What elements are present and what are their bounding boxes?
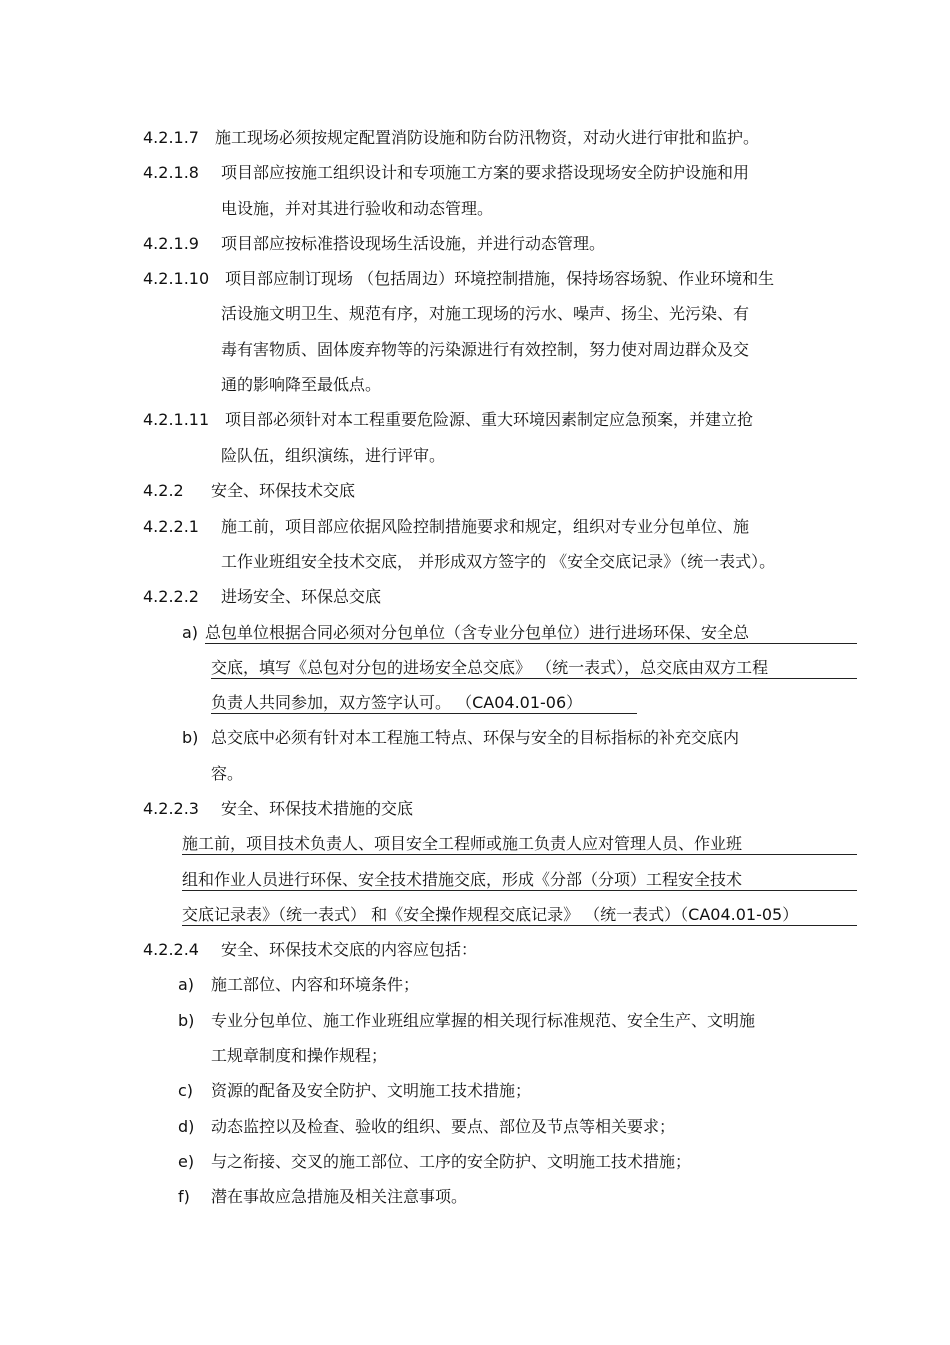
- clause-heading: 进场安全、环保总交底: [221, 587, 382, 606]
- underlined-text-line: 总包单位根据合同必须对分包单位（含专业分包单位）进行进场环保、安全总: [205, 623, 857, 644]
- clause-number: 4.2.1.9: [143, 234, 199, 253]
- clause-number: 4.2.1.8: [143, 163, 199, 182]
- list-item-text: 总交底中必须有针对本工程施工特点、环保与安全的目标指标的补充交底内: [211, 728, 740, 747]
- clause-number: 4.2.2.2: [143, 587, 199, 606]
- clause-text-line: 电设施，并对其进行验收和动态管理。: [221, 199, 494, 218]
- section-heading: 安全、环保技术交底: [211, 481, 356, 500]
- list-item-text: 专业分包单位、施工作业班组应掌握的相关现行标准规范、安全生产、文明施: [211, 1011, 756, 1030]
- list-item-text: 与之衔接、交叉的施工部位、工序的安全防护、文明施工技术措施；: [211, 1152, 692, 1171]
- underlined-text-line: 负责人共同参加，双方签字认可。 （CA04.01-06）: [211, 693, 637, 714]
- clause-text-line: 项目部应制订现场 （包括周边）环境控制措施，保持场容场貌、作业环境和生: [225, 269, 775, 288]
- list-item-text: 资源的配备及安全防护、文明施工技术措施；: [211, 1081, 532, 1100]
- list-marker: a): [178, 975, 195, 994]
- clause-text-line: 项目部必须针对本工程重要危险源、重大环境因素制定应急预案，并建立抢: [225, 410, 754, 429]
- list-marker: b): [182, 728, 199, 747]
- clause-text-line: 毒有害物质、固体废弃物等的污染源进行有效控制，努力使对周边群众及交: [221, 340, 750, 359]
- list-item-text: 潜在事故应急措施及相关注意事项。: [211, 1187, 468, 1206]
- underlined-text-line: 交底记录表》（统一表式） 和《安全操作规程交底记录》 （统一表式）（CA04.01-05）: [182, 905, 857, 926]
- list-marker: d): [178, 1117, 195, 1136]
- clause-heading: 安全、环保技术交底的内容应包括：: [221, 940, 478, 959]
- clause-text-line: 险队伍，组织演练，进行评审。: [221, 446, 446, 465]
- clause-text-line: 工作业班组安全技术交底， 并形成双方签字的 《安全交底记录》（统一表式）。: [221, 552, 776, 571]
- section-number: 4.2.2: [143, 481, 184, 500]
- clause-text-line: 施工前，项目部应依据风险控制措施要求和规定，组织对专业分包单位、施: [221, 517, 750, 536]
- clause-text-line: 项目部应按施工组织设计和专项施工方案的要求搭设现场安全防护设施和用: [221, 163, 750, 182]
- list-item-text: 容。: [211, 764, 244, 783]
- underlined-text-line: 交底，填写《总包对分包的进场安全总交底》 （统一表式），总交底由双方工程: [211, 658, 857, 679]
- clause-text-line: 项目部应按标准搭设现场生活设施，并进行动态管理。: [221, 234, 606, 253]
- clause-number: 4.2.1.10: [143, 269, 210, 288]
- clause-number: 4.2.1.11: [143, 410, 210, 429]
- list-marker: e): [178, 1152, 195, 1171]
- list-item-text: 施工部位、内容和环境条件；: [211, 975, 420, 994]
- clause-number: 4.2.1.7: [143, 128, 199, 147]
- list-marker: f): [178, 1187, 190, 1206]
- clause-heading: 安全、环保技术措施的交底: [221, 799, 414, 818]
- clause-number: 4.2.2.4: [143, 940, 199, 959]
- list-marker: c): [178, 1081, 194, 1100]
- list-item-text: 动态监控以及检查、验收的组织、要点、部位及节点等相关要求；: [211, 1117, 676, 1136]
- clause-text-line: 通的影响降至最低点。: [221, 375, 382, 394]
- clause-number: 4.2.2.3: [143, 799, 199, 818]
- clause-text-line: 活设施文明卫生、规范有序，对施工现场的污水、噪声、扬尘、光污染、有: [221, 304, 750, 323]
- underlined-text-line: 施工前，项目技术负责人、项目安全工程师或施工负责人应对管理人员、作业班: [182, 834, 857, 855]
- underlined-text-line: 组和作业人员进行环保、安全技术措施交底，形成《分部（分项）工程安全技术: [182, 870, 857, 891]
- list-marker: b): [178, 1011, 195, 1030]
- list-item-text: 工规章制度和操作规程；: [211, 1046, 388, 1065]
- clause-number: 4.2.2.1: [143, 517, 199, 536]
- clause-text-line: 施工现场必须按规定配置消防设施和防台防汛物资，对动火进行审批和监护。: [215, 128, 760, 147]
- list-marker: a): [182, 623, 199, 642]
